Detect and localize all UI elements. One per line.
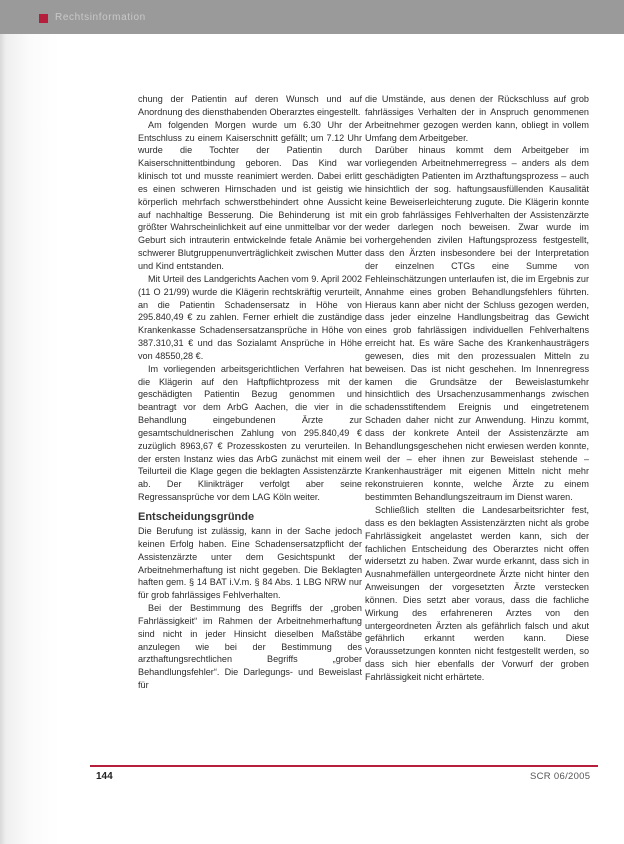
paragraph: Darüber hinaus kommt dem Arbeitgeber im vorliegenden Arbeitnehmerregress – anders als dem geschädigten Patienten im Arzthaftungsprozess – auch hinsichtlich der sog. haftungsausfüllenden Kausalität keine Beweiserleichterung zugute. Die Klägerin konnte ein grob fahrlässiges Fehlverhalten der Assistenzärzte weder darlegen noch beweisen. Zwar wurde im vorhergehenden zivilen Haftungsprozess festgestellt, dass den Ärzten insbesondere bei der Interpretation der einzelnen CTGs eine Summe von Fehleinschätzungen unterlaufen ist, die im Ergebnis zur Annahme eines groben Behandlungsfehlers führten. Hieraus kann aber nicht der Schluss gezogen werden, dass jeder einzelne Handlungsbeitrag das Gewicht eines grob fahrlässigen individuellen Fehlverhaltens erreicht hat. Es wäre Sache des Krankenhausträgers gewesen, dies mit den prozessualen Mitteln zu beweisen. Das ist nicht geschehen. Im Innenregress kamen die Grundsätze der Beweislastumkehr hinsichtlich des Ursachenzusammenhangs zwischen schadensstiftendem Ereignis und eingetretenem Schaden daher nicht zur Anwendung. Hinzu kommt, dass der konkrete Anteil der Assistenzärzte am Behandlungsgeschehen nicht erwiesen werden konnte, weil der – eher ihnen zur Beweislast stehende – Krankenhausträger mit eigenen Mitteln nicht mehr rekonstruieren konnte, welche Ärzte zu einem bestimmten Behandlungszeitraum im Dienst waren. <box>365 145 589 503</box>
right-column <box>365 93 589 684</box>
paragraph: Mit Urteil des Landgerichts Aachen vom 9. April 2002 (11 O 21/99) wurde die Klägerin rechtskräftig verurteilt, an die Patientin Schadensersatz in Höhe von 295.840,49 € zu zahlen. Ferner erhielt die zuständige Krankenkasse Schadensersatzansprüche in Höhe von 387.310,31 € und das Sozialamt Ansprüche in Höhe von 48550,28 €. <box>138 273 362 361</box>
page-number: 144 <box>96 771 113 782</box>
paragraph: die Umstände, aus denen der Rückschluss auf grob fahrlässiges Verhalten der in Anspruch genommenen Arbeitnehmer gezogen werden kann, obliegt in vollem Umfang dem Arbeitgeber. <box>365 94 589 143</box>
issue-label: SCR 06/2005 <box>530 771 591 782</box>
paragraph: Im vorliegenden arbeitsgerichtlichen Verfahren hat die Klägerin auf den Haftpflichtprozess mit der geschädigten Patientin Bezug genommen und beantragt vor dem ArbG Aachen, die vier in die Behandlung eingebundenen Ärzte zur gesamtschuldnerischen Zahlung von 295.840,49 € zuzüglich 8963,67 € Prozesskosten zu verurteilen. In der ersten Instanz wies das ArbG zunächst mit einem Teilurteil die Klage gegen die beklagten Assistenzärzte ab. Der Klinikträger verfolgt aber seine Regressansprüche vor dem LAG Köln weiter. <box>138 363 362 503</box>
section-heading: Entscheidungsgründe <box>138 511 255 523</box>
paragraph: Die Berufung ist zulässig, kann in der Sache jedoch keinen Erfolg haben. Eine Schadensersatzpflicht der Assistenzärzte unter dem Gesichtspunkt der Arbeitnehmerhaftung ist nicht gegeben. Die Beklagten haften gem. § 14 BAT i.V.m. § 84 Abs. 1 LBG NRW nur für grob fahrlässiges Fehlverhalten. <box>138 526 362 601</box>
paragraph: Schließlich stellten die Landesarbeitsrichter fest, dass es den beklagten Assistenzärzten nicht als grobe Fahrlässigkeit angelastet werden kann, sich der fachlichen Entscheidung des Oberarztes nicht offen widersetzt zu haben. Zwar wurde erkannt, dass sich in Ausnahmefällen untergeordnete Ärzte nicht hinter den Anweisungen der vorgesetzten Ärzte verstecken können. Dies setzt aber voraus, dass die fachliche Wirkung des erfahreneren Arztes von den untergeordneten Ärzten als gefährlich falsch und akut gefährlich erkannt werden kann. Diese Voraussetzungen konnten nicht festgestellt werden, so dass sich hier ebenfalls der Vorwurf der groben Fahrlässigkeit nicht erhärtete. <box>365 505 589 682</box>
paragraph: Bei der Bestimmung des Begriffs der „groben Fahrlässigkeit“ im Rahmen der Arbeitnehmerhaftung sind nicht in jeder Hinsicht dieselben Maßstäbe anzulegen wie bei der Bestimmung des arzthaftungsrechtlichen Begriffs „grober Behandlungsfehler“. Die Darlegungs- und Beweislast für <box>138 603 362 691</box>
section-marker-icon <box>39 14 48 23</box>
section-header-band <box>0 0 624 34</box>
section-label: Rechtsinformation <box>55 12 146 23</box>
paragraph: chung der Patientin auf deren Wunsch und auf Anordnung des diensthabenden Oberarztes eingestellt. <box>138 94 362 117</box>
footer-rule <box>90 765 598 767</box>
paragraph: Am folgenden Morgen wurde um 6.30 Uhr der Entschluss zu einem Kaiserschnitt gefällt; um 7.12 Uhr wurde die Tochter der Patientin durch Kaiserschnittentbindung geboren. Das Kind war klinisch tot und musste reanimiert werden. Dabei erlitt es einen schweren Hirnschaden und ist geistig wie körperlich mehrfach schwerstbehindert ohne Aussicht auf nachhaltige Besserung. Die Behinderung ist mit größter Wahrscheinlichkeit auf eine unmittelbar vor der Geburt sich intrauterin entwickelnde fetale Anämie bei schwerer Blutgruppenunverträglichkeit zwischen Mutter und Kind entstanden. <box>138 119 362 271</box>
left-column <box>138 93 362 692</box>
